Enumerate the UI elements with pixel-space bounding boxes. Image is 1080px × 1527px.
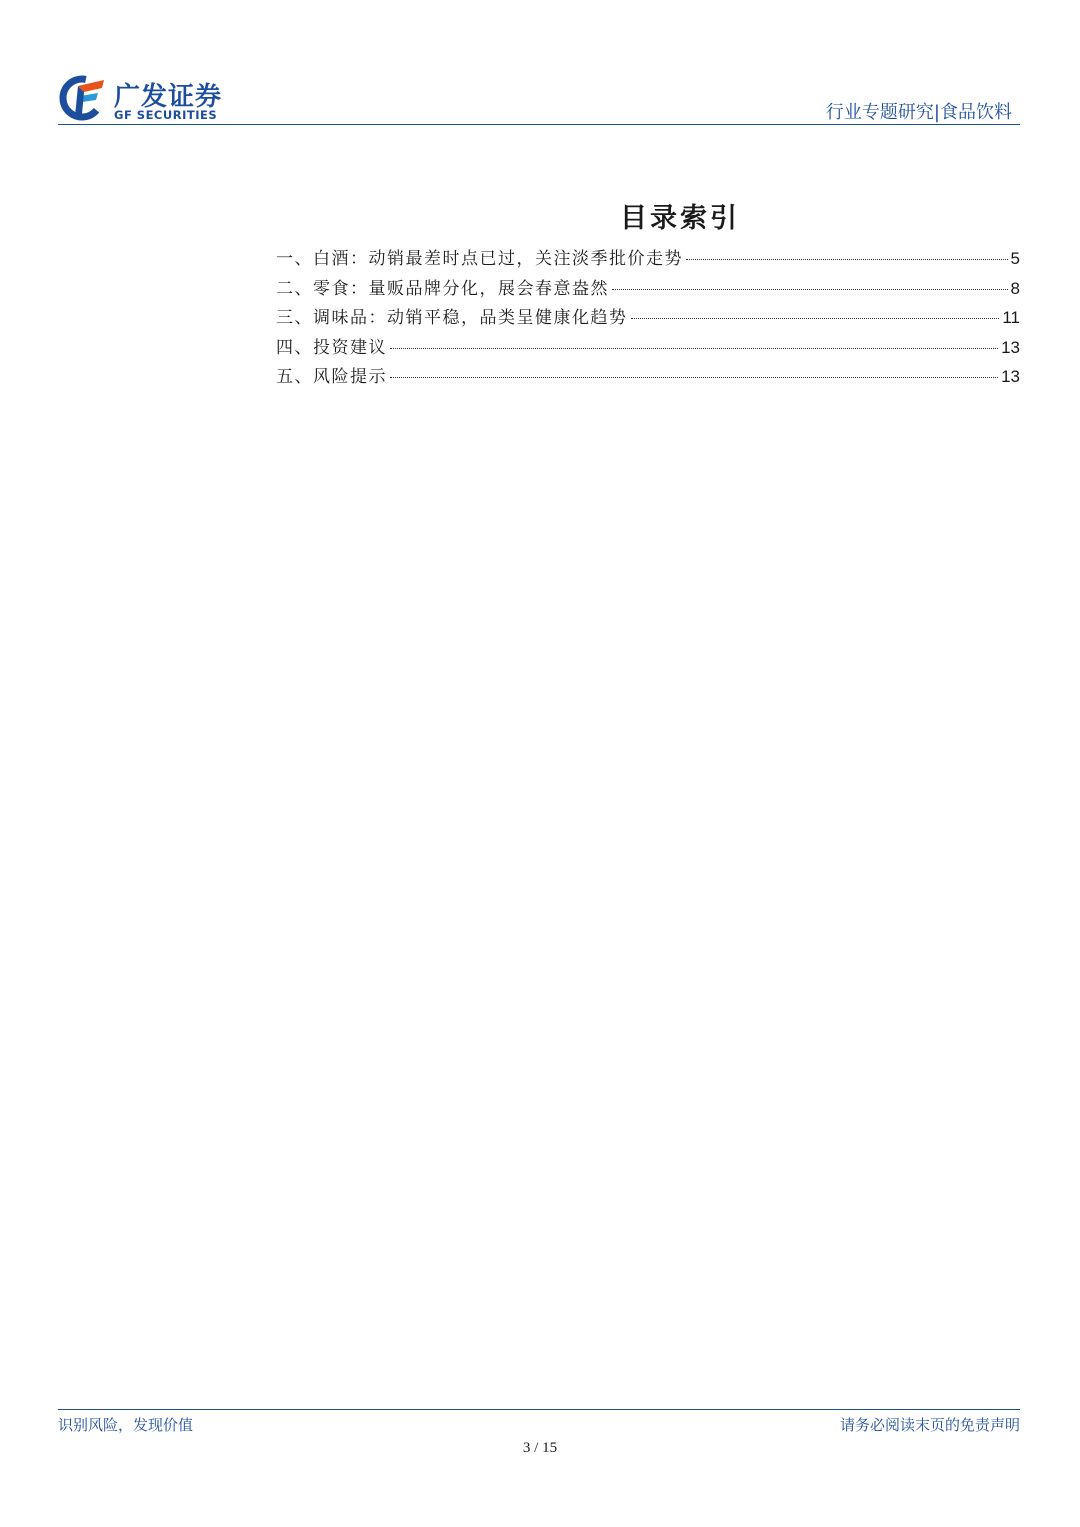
page-header (58, 70, 1020, 126)
dot-leader (390, 348, 998, 349)
page-number: 3 / 15 (522, 1440, 558, 1456)
toc-entry-label: 一、白酒：动销最差时点已过，关注淡季批价走势 (276, 249, 683, 269)
toc-entry[interactable] (276, 333, 1020, 363)
toc-title: 目录索引 (620, 203, 740, 234)
toc-entry-page: 13 (1001, 367, 1020, 386)
footer-disclaimer-note: 请务必阅读末页的免责声明 (839, 1416, 1020, 1434)
toc-entry-page: 8 (1010, 278, 1020, 298)
toc-entry-page: 13 (1001, 337, 1020, 357)
toc-entry-label: 二、零食：量贩品牌分化，展会春意盎然 (276, 278, 609, 299)
logo-chinese-name: 广发证券 (114, 82, 223, 112)
dot-leader (631, 318, 1000, 319)
dot-leader (686, 259, 1008, 260)
toc-entry-label: 三、调味品：动销平稳，品类呈健康化趋势 (276, 308, 628, 328)
logo-english-name: GF SECURITIES (114, 108, 218, 122)
footer-divider (58, 1409, 1020, 1410)
toc-entry-label: 五、风险提示 (276, 367, 387, 387)
footer-slogan: 识别风险，发现价值 (58, 1416, 194, 1434)
header-divider (58, 124, 1020, 125)
table-of-contents (276, 244, 1020, 392)
toc-entry[interactable] (276, 274, 1020, 304)
gf-securities-logo-icon (58, 72, 110, 124)
report-category: 行业专题研究|食品饮料 (825, 102, 1012, 123)
dot-leader (612, 289, 1008, 290)
toc-entry[interactable] (276, 362, 1020, 392)
toc-entry-label: 四、投资建议 (276, 337, 387, 358)
company-logo (58, 72, 238, 124)
dot-leader (390, 377, 998, 378)
toc-entry[interactable] (276, 244, 1020, 274)
toc-entry-page: 11 (1002, 308, 1020, 327)
toc-entry[interactable] (276, 303, 1020, 333)
toc-entry-page: 5 (1010, 249, 1020, 268)
